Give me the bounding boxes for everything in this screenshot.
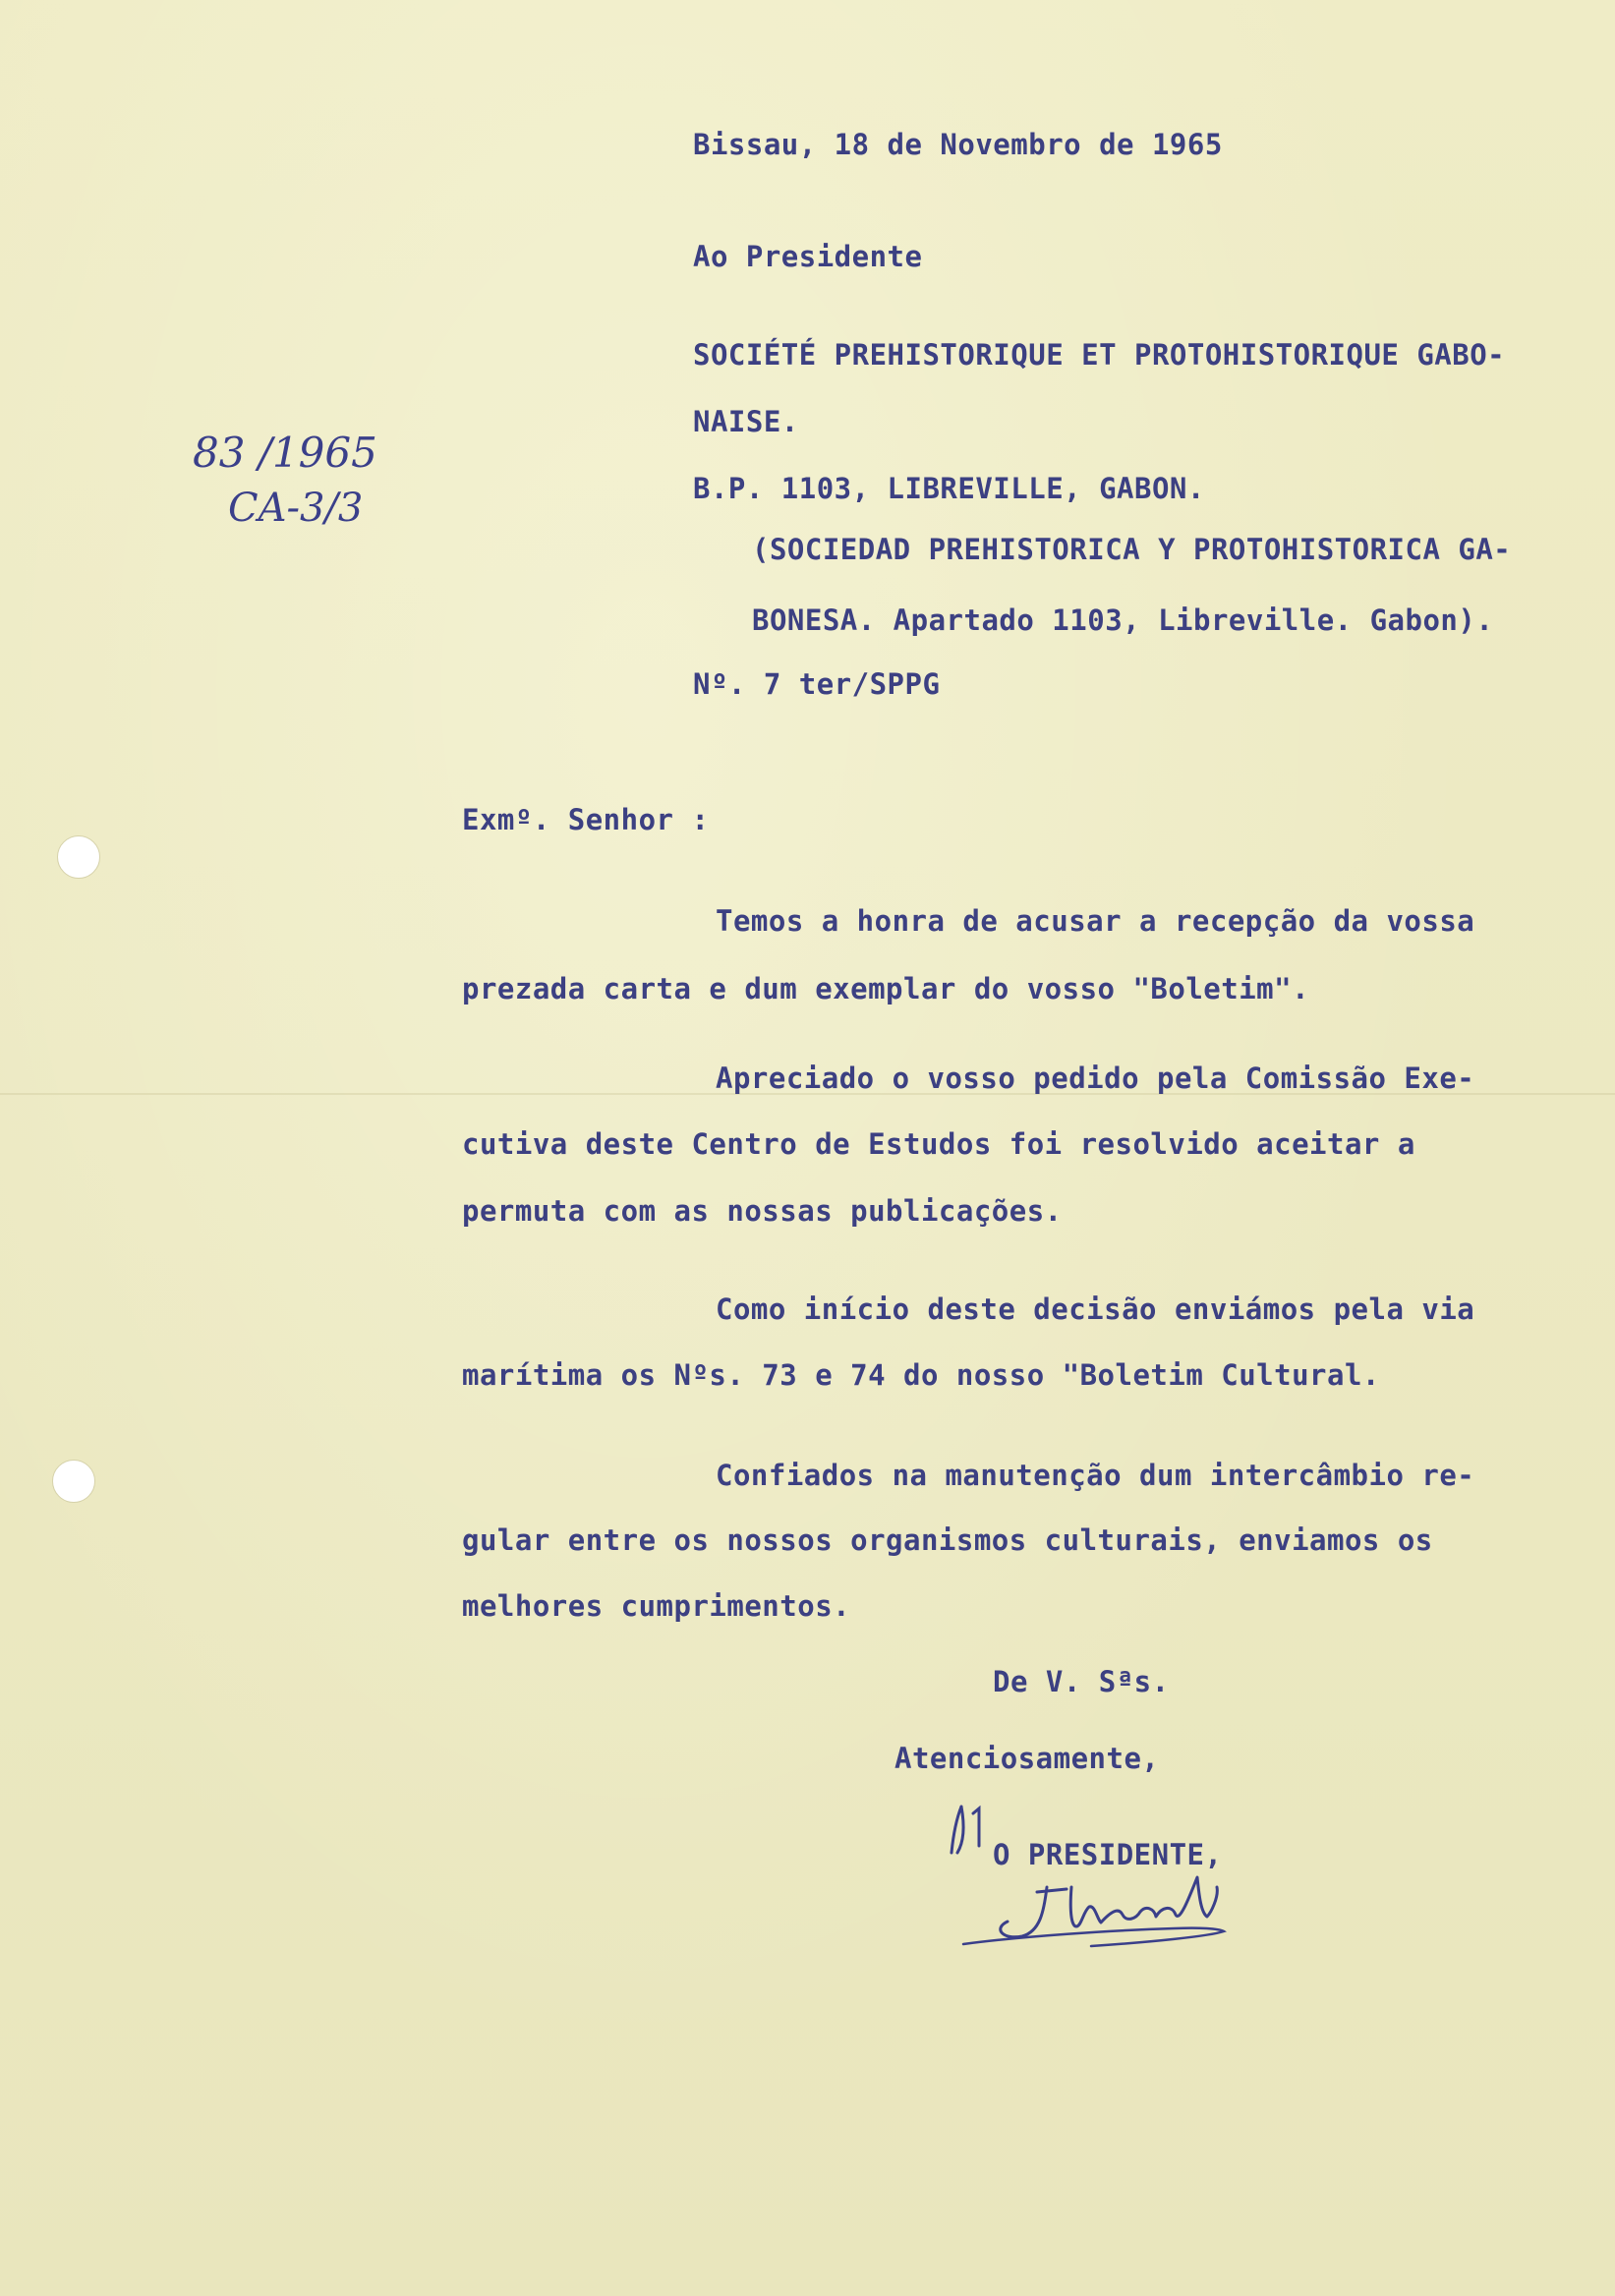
punch-hole-top	[57, 835, 100, 879]
paragraph-3-line-1: Como início deste decisão enviámos pela via	[716, 1292, 1475, 1326]
recipient-address: B.P. 1103, LIBREVILLE, GABON.	[693, 472, 1205, 505]
recipient-org-line-2: NAISE.	[693, 405, 799, 438]
signatory-title: O PRESIDENTE,	[993, 1838, 1223, 1871]
archive-code-annotation: CA-3/3	[228, 486, 364, 531]
greeting: Exmº. Senhor :	[462, 803, 710, 836]
handwritten-signature	[953, 1858, 1268, 1966]
punch-hole-bottom	[52, 1460, 95, 1503]
initials-stroke	[952, 1807, 979, 1853]
paragraph-4-line-3: melhores cumprimentos.	[462, 1589, 851, 1623]
signature-underline	[963, 1928, 1224, 1946]
reference-number: Nº. 7 ter/SPPG	[693, 667, 941, 701]
recipient-spanish-line-1: (SOCIEDAD PREHISTORICA Y PROTOHISTORICA GA-	[752, 533, 1512, 566]
paragraph-2-line-2: cutiva deste Centro de Estudos foi resolvido aceitar a	[462, 1127, 1415, 1161]
archive-number-annotation: 83 /1965	[193, 429, 377, 477]
paragraph-2-line-3: permuta com as nossas publicações.	[462, 1194, 1063, 1228]
paragraph-1-line-1: Temos a honra de acusar a recepção da vossa	[716, 904, 1475, 938]
recipient-salutation: Ao Presidente	[693, 240, 923, 273]
place-and-date: Bissau, 18 de Novembro de 1965	[693, 128, 1223, 161]
closing-line-1: De V. Sªs.	[993, 1665, 1170, 1698]
paragraph-3-line-2: marítima os Nºs. 73 e 74 do nosso "Boletim Cultural.	[462, 1358, 1380, 1392]
paragraph-2-line-1: Apreciado o vosso pedido pela Comissão Exe-	[716, 1062, 1475, 1095]
paragraph-1-line-2: prezada carta e dum exemplar do vosso "Boletim".	[462, 972, 1310, 1005]
recipient-spanish-line-2: BONESA. Apartado 1103, Libreville. Gabon).	[752, 603, 1494, 637]
closing-line-2: Atenciosamente,	[894, 1742, 1160, 1775]
paragraph-4-line-2: gular entre os nossos organismos culturais, enviamos os	[462, 1523, 1433, 1557]
recipient-org-line-1: SOCIÉTÉ PREHISTORIQUE ET PROTOHISTORIQUE GABO-	[693, 338, 1506, 372]
paragraph-4-line-1: Confiados na manutenção dum intercâmbio re-	[716, 1459, 1475, 1492]
